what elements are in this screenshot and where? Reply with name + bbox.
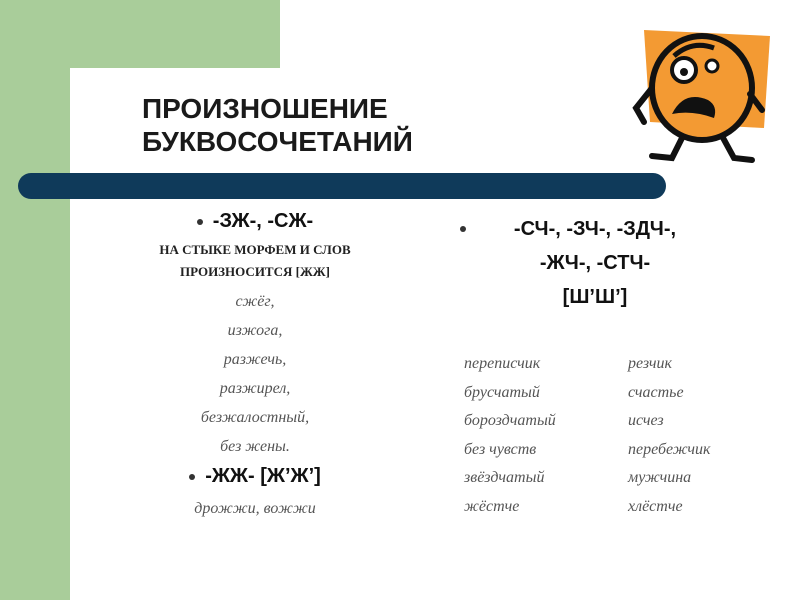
right-words-column-1 [464,350,556,521]
word-item: хлёстче [628,497,683,515]
left-examples [105,287,405,461]
title-line-1: ПРОИЗНОШЕНИЕ [142,93,388,124]
title-line-2: БУКВОСОЧЕТАНИЙ [142,126,413,157]
right-heading-line-1: -СЧ-, -ЗЧ-, -ЗДЧ-, [513,218,677,240]
rule-line-1: НА СТЫКЕ МОРФЕМ И СЛОВ [159,242,351,257]
green-side-strip [0,0,70,600]
character-head [652,36,752,140]
word-item: резчик [628,355,673,372]
left-heading-2-text: -ЖЖ- [Ж’Ж’] [205,465,321,487]
word-item: мужчина [628,469,692,486]
example-item: безжалостный, [200,409,310,426]
left-example-2: дрожжи, вожжи [194,500,316,517]
right-heading-line-3: [Ш’Ш’] [562,286,628,308]
rule-line-2: ПРОИЗНОСИТСЯ [ЖЖ] [179,264,330,279]
word-item: исчез [628,412,664,429]
left-heading-1 [105,210,405,233]
accent-bar [18,173,666,199]
example-item: разжечь, [223,351,287,368]
word-item: звёздчатый [464,469,545,486]
example-item: сжёг, [235,293,275,310]
worried-face-character-icon [622,18,782,178]
right-heading [455,214,735,316]
word-item: жёстче [464,497,520,515]
word-item: бороздчатый [464,412,556,429]
right-words-column-2 [628,350,711,521]
word-item: брусчатый [464,383,540,401]
left-column [105,210,405,523]
bullet-icon [189,474,195,480]
left-heading-1-text: -ЗЖ-, -СЖ- [212,210,314,232]
rule-text [105,239,405,283]
example-item: без жены. [220,438,290,455]
word-item: счастье [628,383,684,401]
left-heading-2 [105,465,405,488]
character-leg-left [652,138,682,158]
example-item: разжирел, [219,380,291,397]
green-top-block [0,0,280,68]
character-pupil-left [680,68,688,76]
word-item: перебежчик [628,440,711,458]
word-item: переписчик [464,355,541,372]
character-leg-right [722,136,752,160]
example-item: изжога, [227,322,283,339]
slide-title [142,92,462,158]
character-eye-right [706,60,718,72]
bullet-icon [197,219,203,225]
word-item: без чувств [464,440,537,458]
right-heading-line-2: -ЖЧ-, -СТЧ- [539,252,651,274]
